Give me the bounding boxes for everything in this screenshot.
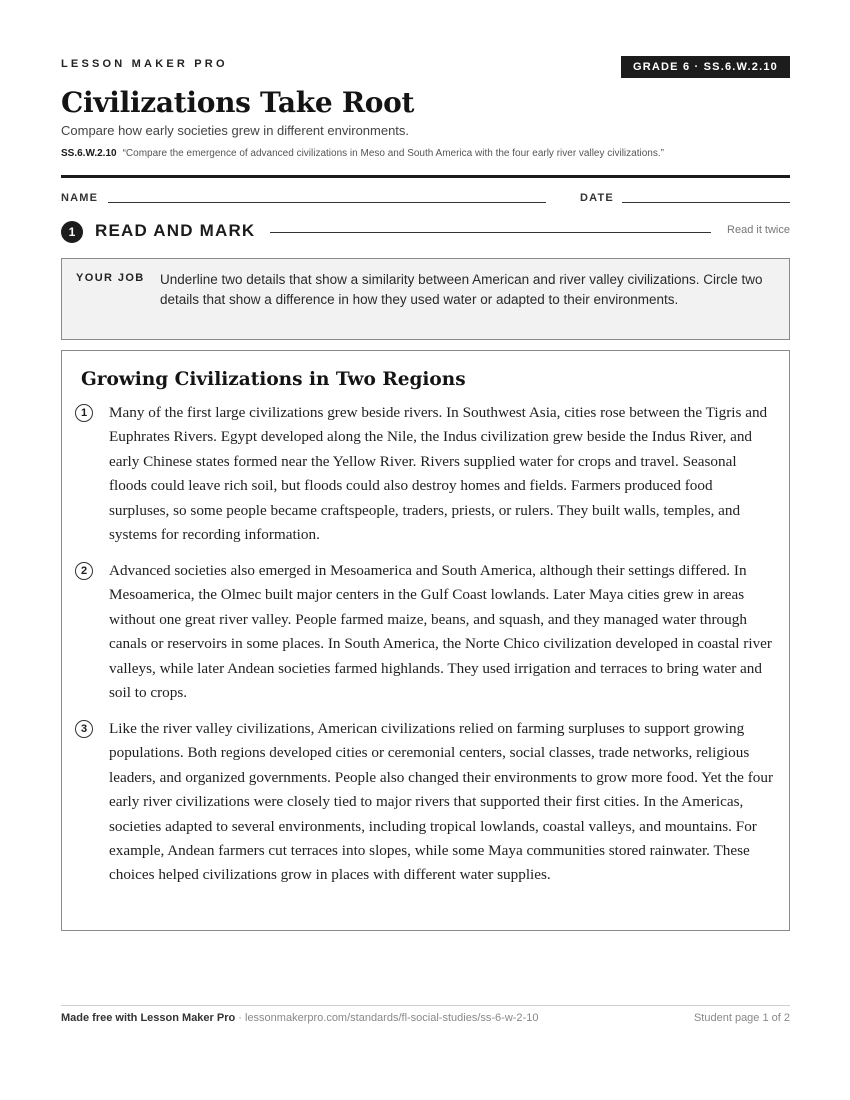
- job-label: YOUR JOB: [76, 272, 145, 284]
- top-bar: [61, 56, 790, 78]
- name-date-row: [61, 192, 790, 208]
- footer-divider: [61, 1005, 790, 1006]
- name-label: NAME: [61, 192, 99, 204]
- paragraph-text: Advanced societies also emerged in Mesoamerica and South America, although their settings differed. In Mesoamerica, the Olmec built major centers in the Gulf Coast lowlands. Later Maya cities grew in areas without one great river valley. People farmed maize, beans, and squash, and they managed water through canals or reservoirs in some places. In South America, the Norte Chico civilization developed in coastal river valleys, while later Andean societies farmed highlands. They used irrigation and terraces to bring water and soil to crops.: [109, 562, 772, 702]
- section-header: [61, 220, 790, 244]
- footer-page-indicator: Student page 1 of 2: [693, 1012, 790, 1024]
- section-divider: [270, 232, 711, 233]
- date-field[interactable]: [622, 202, 790, 203]
- standard-code: SS.6.W.2.10: [61, 148, 117, 159]
- standard-text: “Compare the emergence of advanced civilizations in Meso and South America with the four early river valley civilizations.”: [122, 148, 664, 159]
- job-text: Underline two details that show a similarity between American and river valley civilizations. Circle two details that show a difference in how they used water or adapted to their environments.: [160, 272, 763, 307]
- footer-url-link[interactable]: lessonmakerpro.com/standards/fl-social-studies/ss-6-w-2-10: [245, 1012, 539, 1024]
- paragraph-3: [75, 717, 775, 917]
- section-title: READ AND MARK: [95, 221, 256, 240]
- brand-name: LESSON MAKER PRO: [61, 58, 228, 70]
- date-label: DATE: [580, 192, 614, 204]
- paragraph-text: Like the river valley civilizations, American civilizations relied on farming surpluses to support growing populations. Both regions developed cities or ceremonial centers, social classes, trade networks, religious leaders, and organized governments. People also changed their environments to grow more food. Yet the four early river civilizations were closely tied to major rivers that supported their first cities. In the Americas, societies adapted to several environments, including tropical lowlands, coastal valleys, and mountains. For example, Andean farmers cut terraces into slopes, while some Maya communities stored rainwater. These choices helped civilizations grow in places with different water supplies.: [109, 720, 773, 884]
- reading-title: Growing Civilizations in Two Regions: [81, 369, 466, 390]
- paragraph-2: [75, 559, 775, 709]
- section-number: 1: [61, 221, 83, 243]
- reading-passage-box: [61, 350, 790, 931]
- paragraph-text: Many of the first large civilizations grew beside rivers. In Southwest Asia, cities rose between the Tigris and Euphrates Rivers. Egypt developed along the Nile, the Indus civilization grew beside the Indus River, and early Chinese states formed near the Yellow River. Rivers supplied water for crops and travel. Seasonal floods could leave rich soil, but floods could also destroy homes and fields. Farmers produced food surpluses, so some people became craftspeople, traders, priests, or rulers. They built walls, temples, and systems for recording information.: [109, 404, 768, 544]
- header-divider: [61, 175, 790, 178]
- paragraph-1: [75, 401, 775, 551]
- footer-made-with: Made free with Lesson Maker Pro: [61, 1012, 236, 1024]
- section-note: Read it twice: [727, 224, 790, 236]
- page-subtitle: Compare how early societies grew in different environments.: [61, 123, 410, 138]
- standard-statement: [61, 148, 664, 159]
- paragraph-number: 1: [75, 404, 93, 422]
- grade-standard-badge: GRADE 6 · SS.6.W.2.10: [621, 56, 790, 78]
- paragraph-number: 2: [75, 562, 93, 580]
- job-instructions-box: [61, 258, 790, 340]
- name-field[interactable]: [108, 202, 546, 203]
- page-title: Civilizations Take Root: [61, 86, 415, 119]
- paragraph-number: 3: [75, 720, 93, 738]
- footer-separator: ·: [235, 1012, 245, 1024]
- footer-credit: [61, 1012, 538, 1024]
